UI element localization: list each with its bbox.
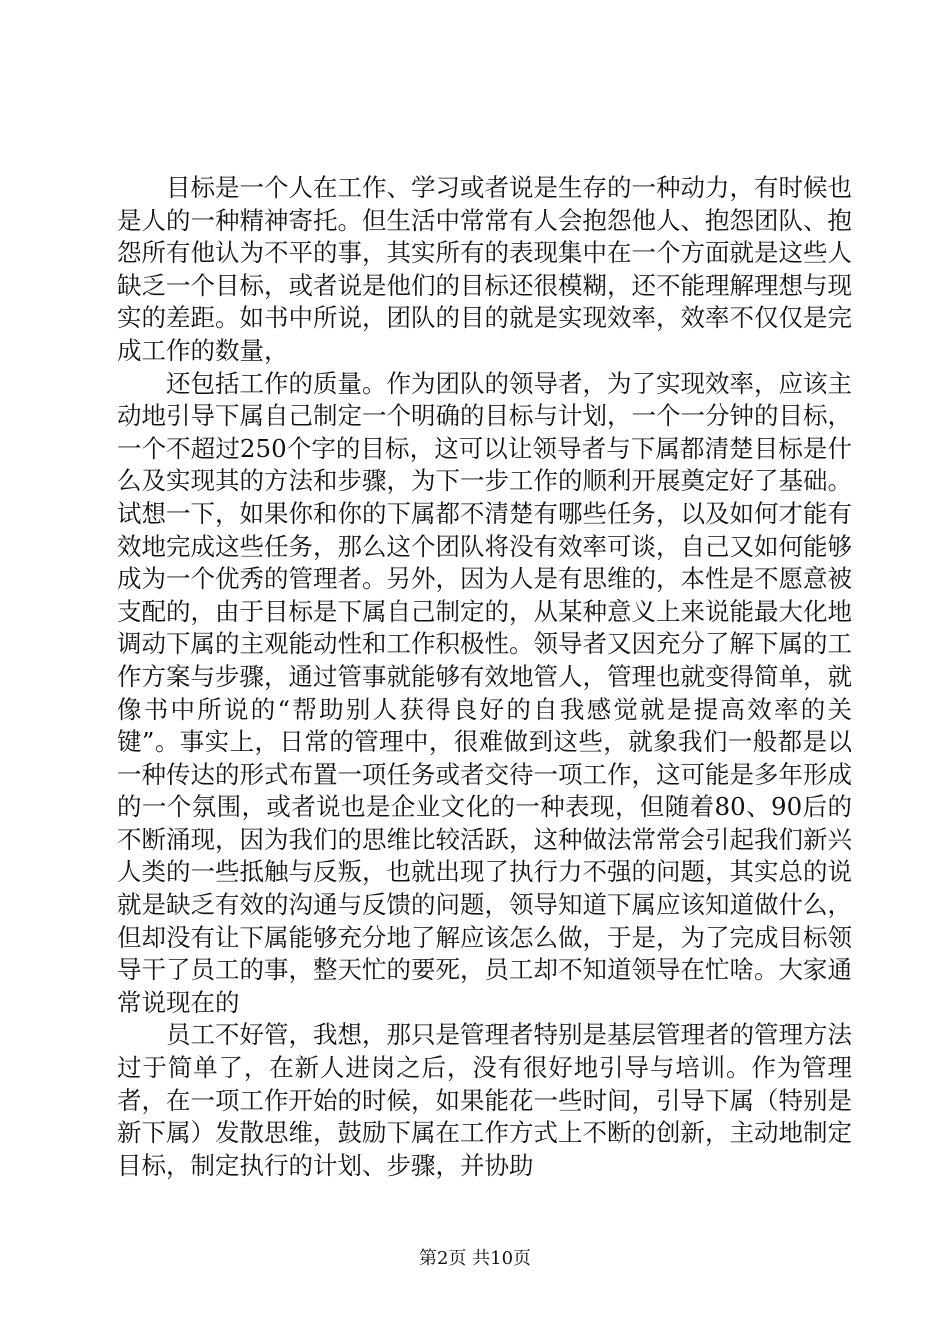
body-text <box>117 172 852 1182</box>
paragraph-2: 还包括工作的质量。作为团队的领导者，为了实现效率，应该主动地引导下属自己制定一个明确的目标与计划，一个一分钟的目标，一个不超过250个字的目标，这可以让领导者与下属都清楚目标是什么及实现其的方法和步骤，为下一步工作的顺利开展奠定好了基础。试想一下，如果你和你的下属都不清楚有哪些任务，以及如何才能有效地完成这些任务，那么这个团队将没有效率可谈，自己又如何能够成为一个优秀的管理者。另外，因为人是有思维的，本性是不愿意被支配的，由于目标是下属自己制定的，从某种意义上来说能最大化地调动下属的主观能动性和工作积极性。领导者又因充分了解下属的工作方案与步骤，通过管事就能够有效地管人，管理也就变得简单，就像书中所说的“帮助别人获得良好的自我感觉就是提高效率的关键”。事实上，日常的管理中，很难做到这些，就象我们一般都是以一种传达的形式布置一项任务或者交待一项工作，这可能是多年形成的一个氛围，或者说也是企业文化的一种表现，但随着80、90后的不断涌现，因为我们的思维比较活跃，这种做法常常会引起我们新兴人类的一些抵触与反叛，也就出现了执行力不强的问题，其实总的说就是缺乏有效的沟通与反馈的问题，领导知道下属应该知道做什么，但却没有让下属能够充分地了解应该怎么做，于是，为了完成目标领导干了员工的事，整天忙的要死，员工却不知道领导在忙啥。大家通常说现在的 <box>117 368 852 1017</box>
page-footer: 第2页 共10页 <box>418 1248 532 1269</box>
paragraph-3: 员工不好管，我想，那只是管理者特别是基层管理者的管理方法过于简单了，在新人进岗之后，没有很好地引导与培训。作为管理者，在一项工作开始的时候，如果能花一些时间，引导下属（特别是新下属）发散思维，鼓励下属在工作方式上不断的创新，主动地制定目标，制定执行的计划、步骤，并协助 <box>117 1020 852 1180</box>
paragraph-1: 目标是一个人在工作、学习或者说是生存的一种动力，有时候也是人的一种精神寄托。但生活中常常有人会抱怨他人、抱怨团队、抱怨所有他认为不平的事，其实所有的表现集中在一个方面就是这些人缺乏一个目标，或者说是他们的目标还很模糊，还不能理解理想与现实的差距。如书中所说，团队的目的就是实现效率，效率不仅仅是完成工作的数量， <box>117 173 852 365</box>
